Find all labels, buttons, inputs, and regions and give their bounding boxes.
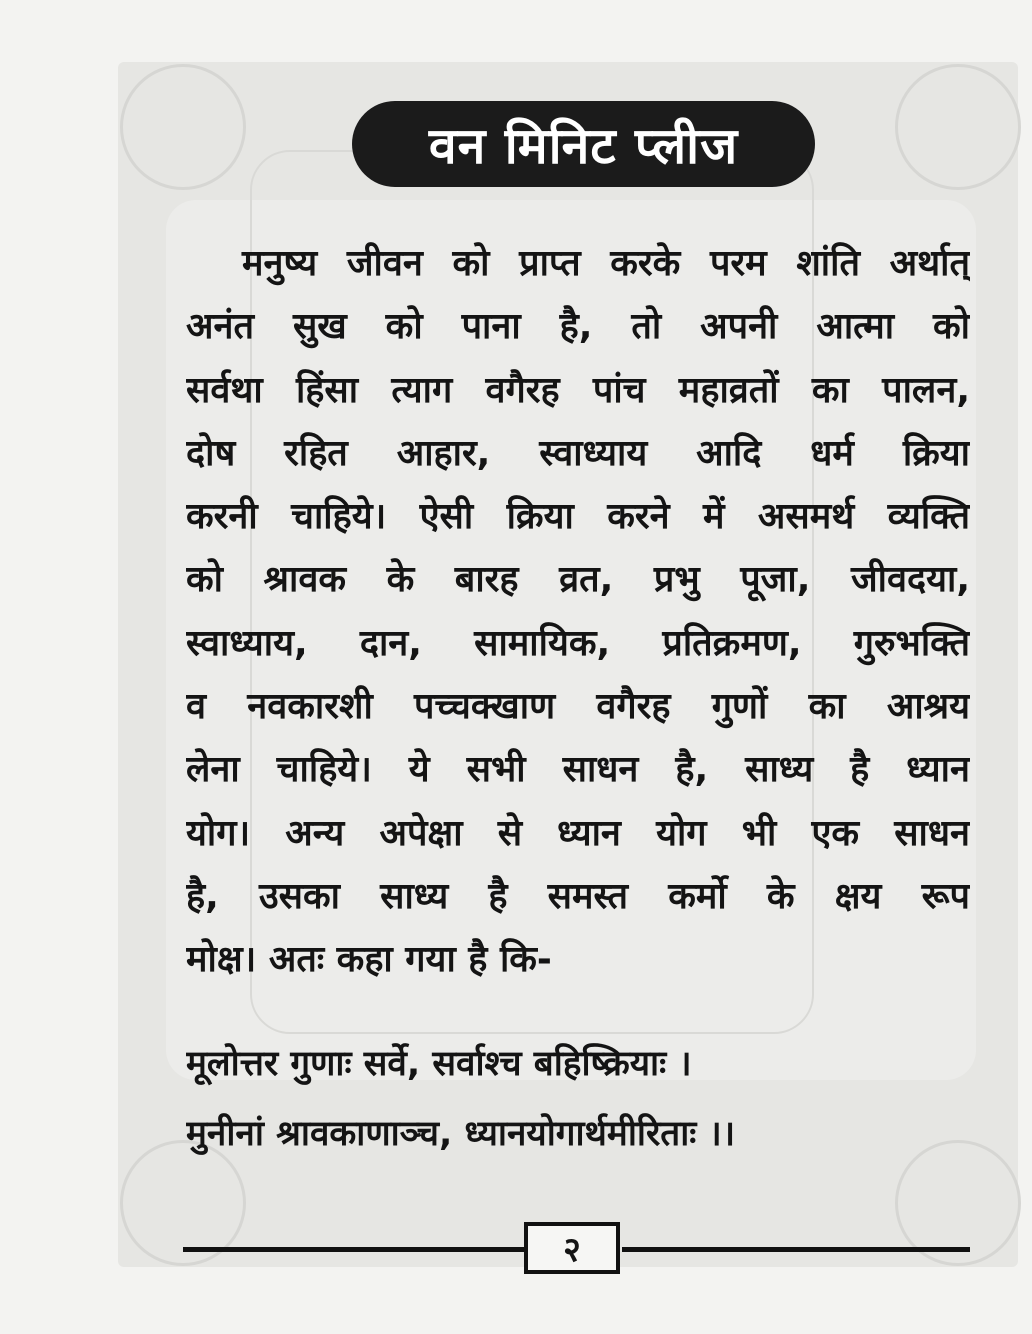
paragraph-line: अनंत सुख को पाना है, तो अपनी आत्मा को xyxy=(186,306,970,348)
paragraph-line: को श्रावक के बारह व्रत, प्रभु पूजा, जीवदया, xyxy=(186,559,970,601)
paragraph-line: योग। अन्य अपेक्षा से ध्यान योग भी एक साधन xyxy=(186,812,970,854)
paragraph-line: करनी चाहिये। ऐसी क्रिया करने में असमर्थ व्यक्ति xyxy=(186,496,970,538)
paragraph-line: स्वाध्याय, दान, सामायिक, प्रतिक्रमण, गुरुभक्ति xyxy=(186,622,970,664)
paragraph-line: दोष रहित आहार, स्वाध्याय आदि धर्म क्रिया xyxy=(186,432,970,474)
page-title: वन मिनिट प्लीज xyxy=(428,117,739,175)
page-number-box xyxy=(524,1222,620,1274)
verse-line: मुनीनां श्रावकाणाञ्च, ध्यानयोगार्थमीरिताः ।। xyxy=(186,1114,736,1154)
paragraph-line: सर्वथा हिंसा त्याग वगैरह पांच महाव्रतों का पालन, xyxy=(186,369,970,411)
paragraph-line: व नवकारशी पच्चक्खाण वगैरह गुणों का आश्रय xyxy=(186,686,970,728)
paragraph-line: है, उसका साध्य है समस्त कर्मो के क्षय रूप xyxy=(186,875,970,917)
footer-rule-right xyxy=(622,1247,970,1252)
paragraph xyxy=(186,232,970,992)
title-banner xyxy=(352,101,815,187)
paragraph-line: मोक्ष। अतः कहा गया है कि- xyxy=(186,939,552,981)
verse-line: मूलोत्तर गुणाः सर्वे, सर्वाश्च बहिष्क्रियाः । xyxy=(186,1044,692,1084)
floral-ornament-top-left xyxy=(120,64,246,190)
paragraph-line: लेना चाहिये। ये सभी साधन है, साध्य है ध्यान xyxy=(186,749,970,791)
page-number: २ xyxy=(563,1230,581,1270)
paragraph-line: मनुष्य जीवन को प्राप्त करके परम शांति अर्थात् xyxy=(242,243,970,284)
floral-ornament-top-right xyxy=(895,64,1021,190)
footer-rule-left xyxy=(183,1247,528,1252)
